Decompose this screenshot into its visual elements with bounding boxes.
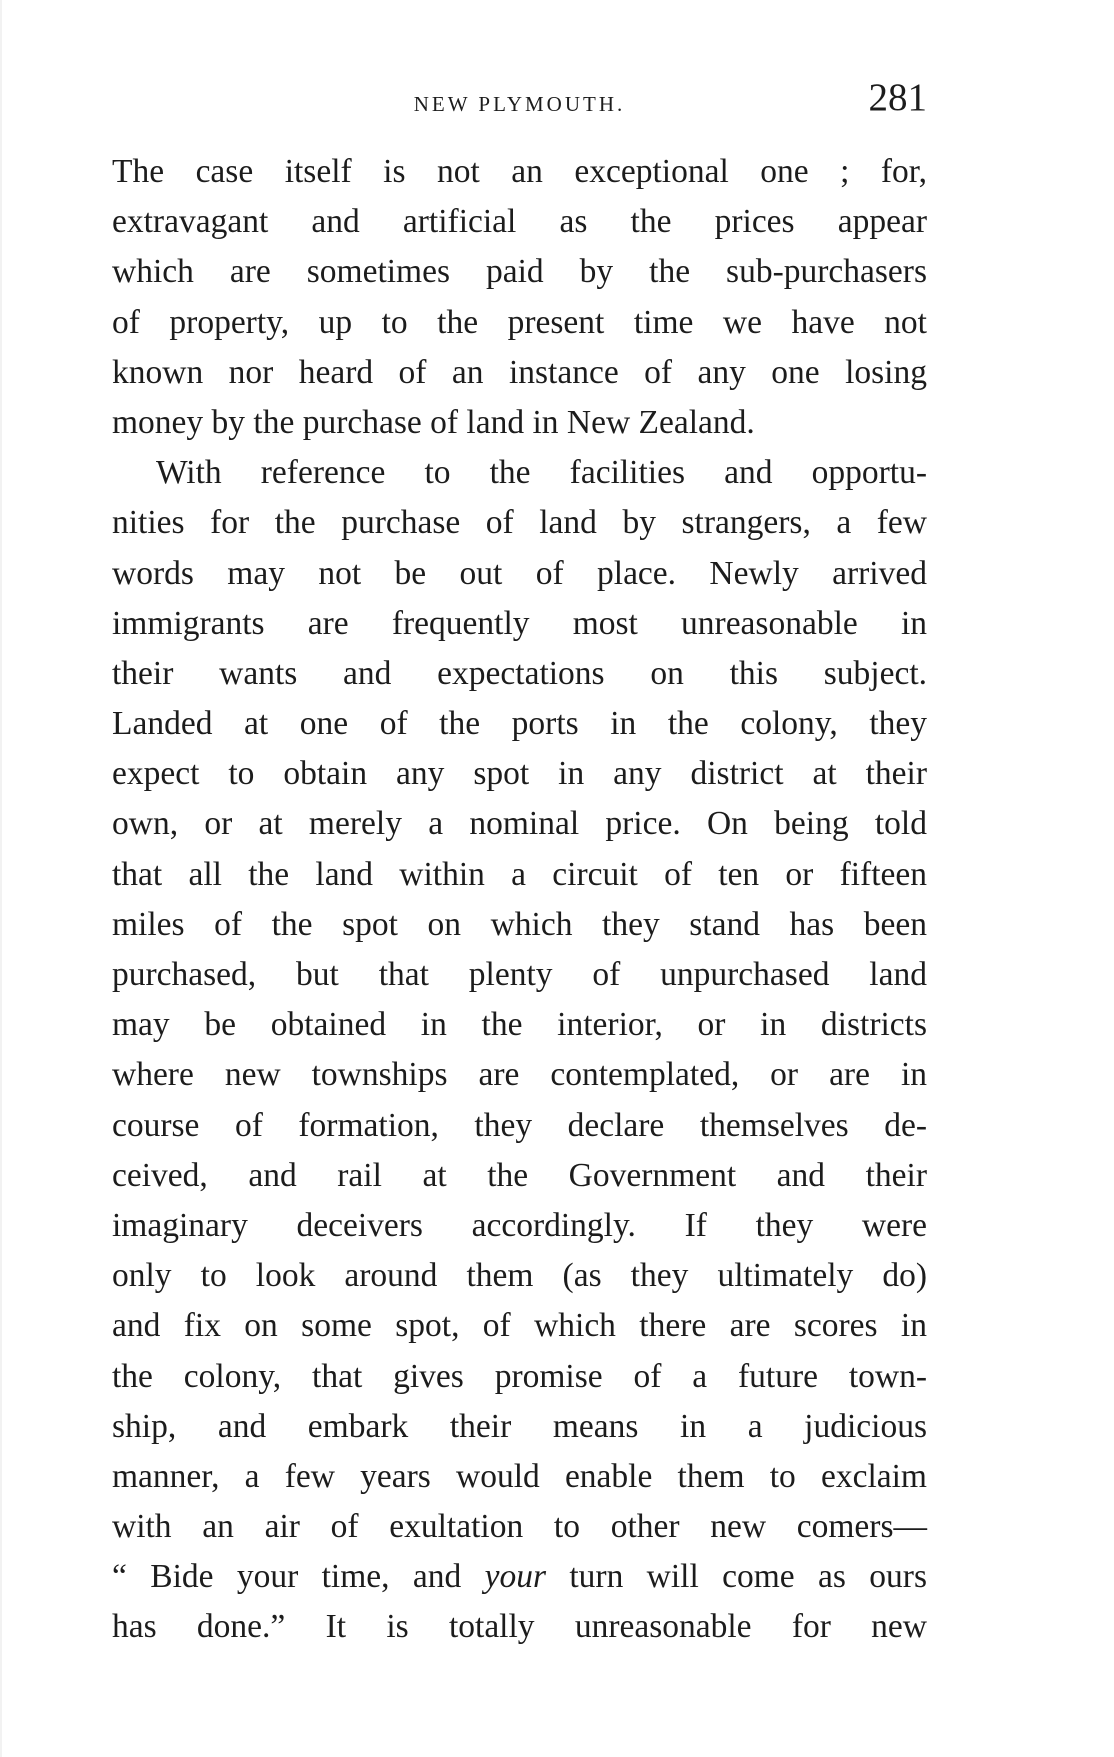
text-line: only to look around them (as they ultimately do) <box>112 1257 927 1295</box>
text-line: of property, up to the present time we have not <box>112 303 927 341</box>
text-line: own, or at merely a nominal price. On being told <box>112 805 927 843</box>
text-line: where new townships are contemplated, or are in <box>112 1056 927 1094</box>
text-line: which are sometimes paid by the sub-purchasers <box>112 253 927 291</box>
text-line: ship, and embark their means in a judicious <box>112 1407 927 1445</box>
text-line: manner, a few years would enable them to exclaim <box>112 1457 927 1495</box>
paragraph <box>112 147 927 448</box>
text-line: their wants and expectations on this subject. <box>112 654 927 692</box>
page-number: 281 <box>868 76 927 119</box>
text-line: the colony, that gives promise of a future town- <box>112 1357 927 1395</box>
running-head <box>112 78 927 126</box>
text-line: that all the land within a circuit of ten or fifteen <box>112 855 927 893</box>
paragraph <box>112 448 927 1653</box>
text-line: ceived, and rail at the Government and their <box>112 1156 927 1194</box>
text-line: expect to obtain any spot in any district at their <box>112 755 927 793</box>
text-line: Landed at one of the ports in the colony, they <box>112 705 927 743</box>
text-line: purchased, but that plenty of unpurchased land <box>112 956 927 993</box>
text-line-with-italic <box>112 1552 927 1602</box>
text-line: immigrants are frequently most unreasonable in <box>112 604 927 642</box>
text-span: turn will come as ours <box>546 1558 927 1596</box>
text-span: “ Bide your time, and <box>112 1558 485 1596</box>
text-line: course of formation, they declare themselves de- <box>112 1106 927 1144</box>
text-line: The case itself is not an exceptional one ; for, <box>112 153 927 190</box>
text-line: money by the purchase of land in New Zealand. <box>112 403 755 441</box>
text-line: extravagant and artificial as the prices appear <box>112 203 927 241</box>
italic-word: your <box>484 1558 546 1596</box>
text-line: with an air of exultation to other new comers— <box>112 1508 927 1546</box>
text-line: words may not be out of place. Newly arrived <box>112 554 927 592</box>
text-line: may be obtained in the interior, or in districts <box>112 1006 927 1044</box>
text-line: known nor heard of an instance of any one losing <box>112 353 927 391</box>
body-text <box>112 147 927 1653</box>
text-line: With reference to the facilities and opportu- <box>156 454 927 492</box>
text-line: and fix on some spot, of which there are scores in <box>112 1307 927 1345</box>
text-line: miles of the spot on which they stand has been <box>112 905 927 943</box>
running-title: NEW PLYMOUTH. <box>413 92 626 116</box>
page-edge <box>0 0 2 1757</box>
text-line: imaginary deceivers accordingly. If they were <box>112 1206 927 1244</box>
text-line: has done.” It is totally unreasonable for new <box>112 1608 927 1646</box>
text-line: nities for the purchase of land by strangers, a few <box>112 504 927 542</box>
